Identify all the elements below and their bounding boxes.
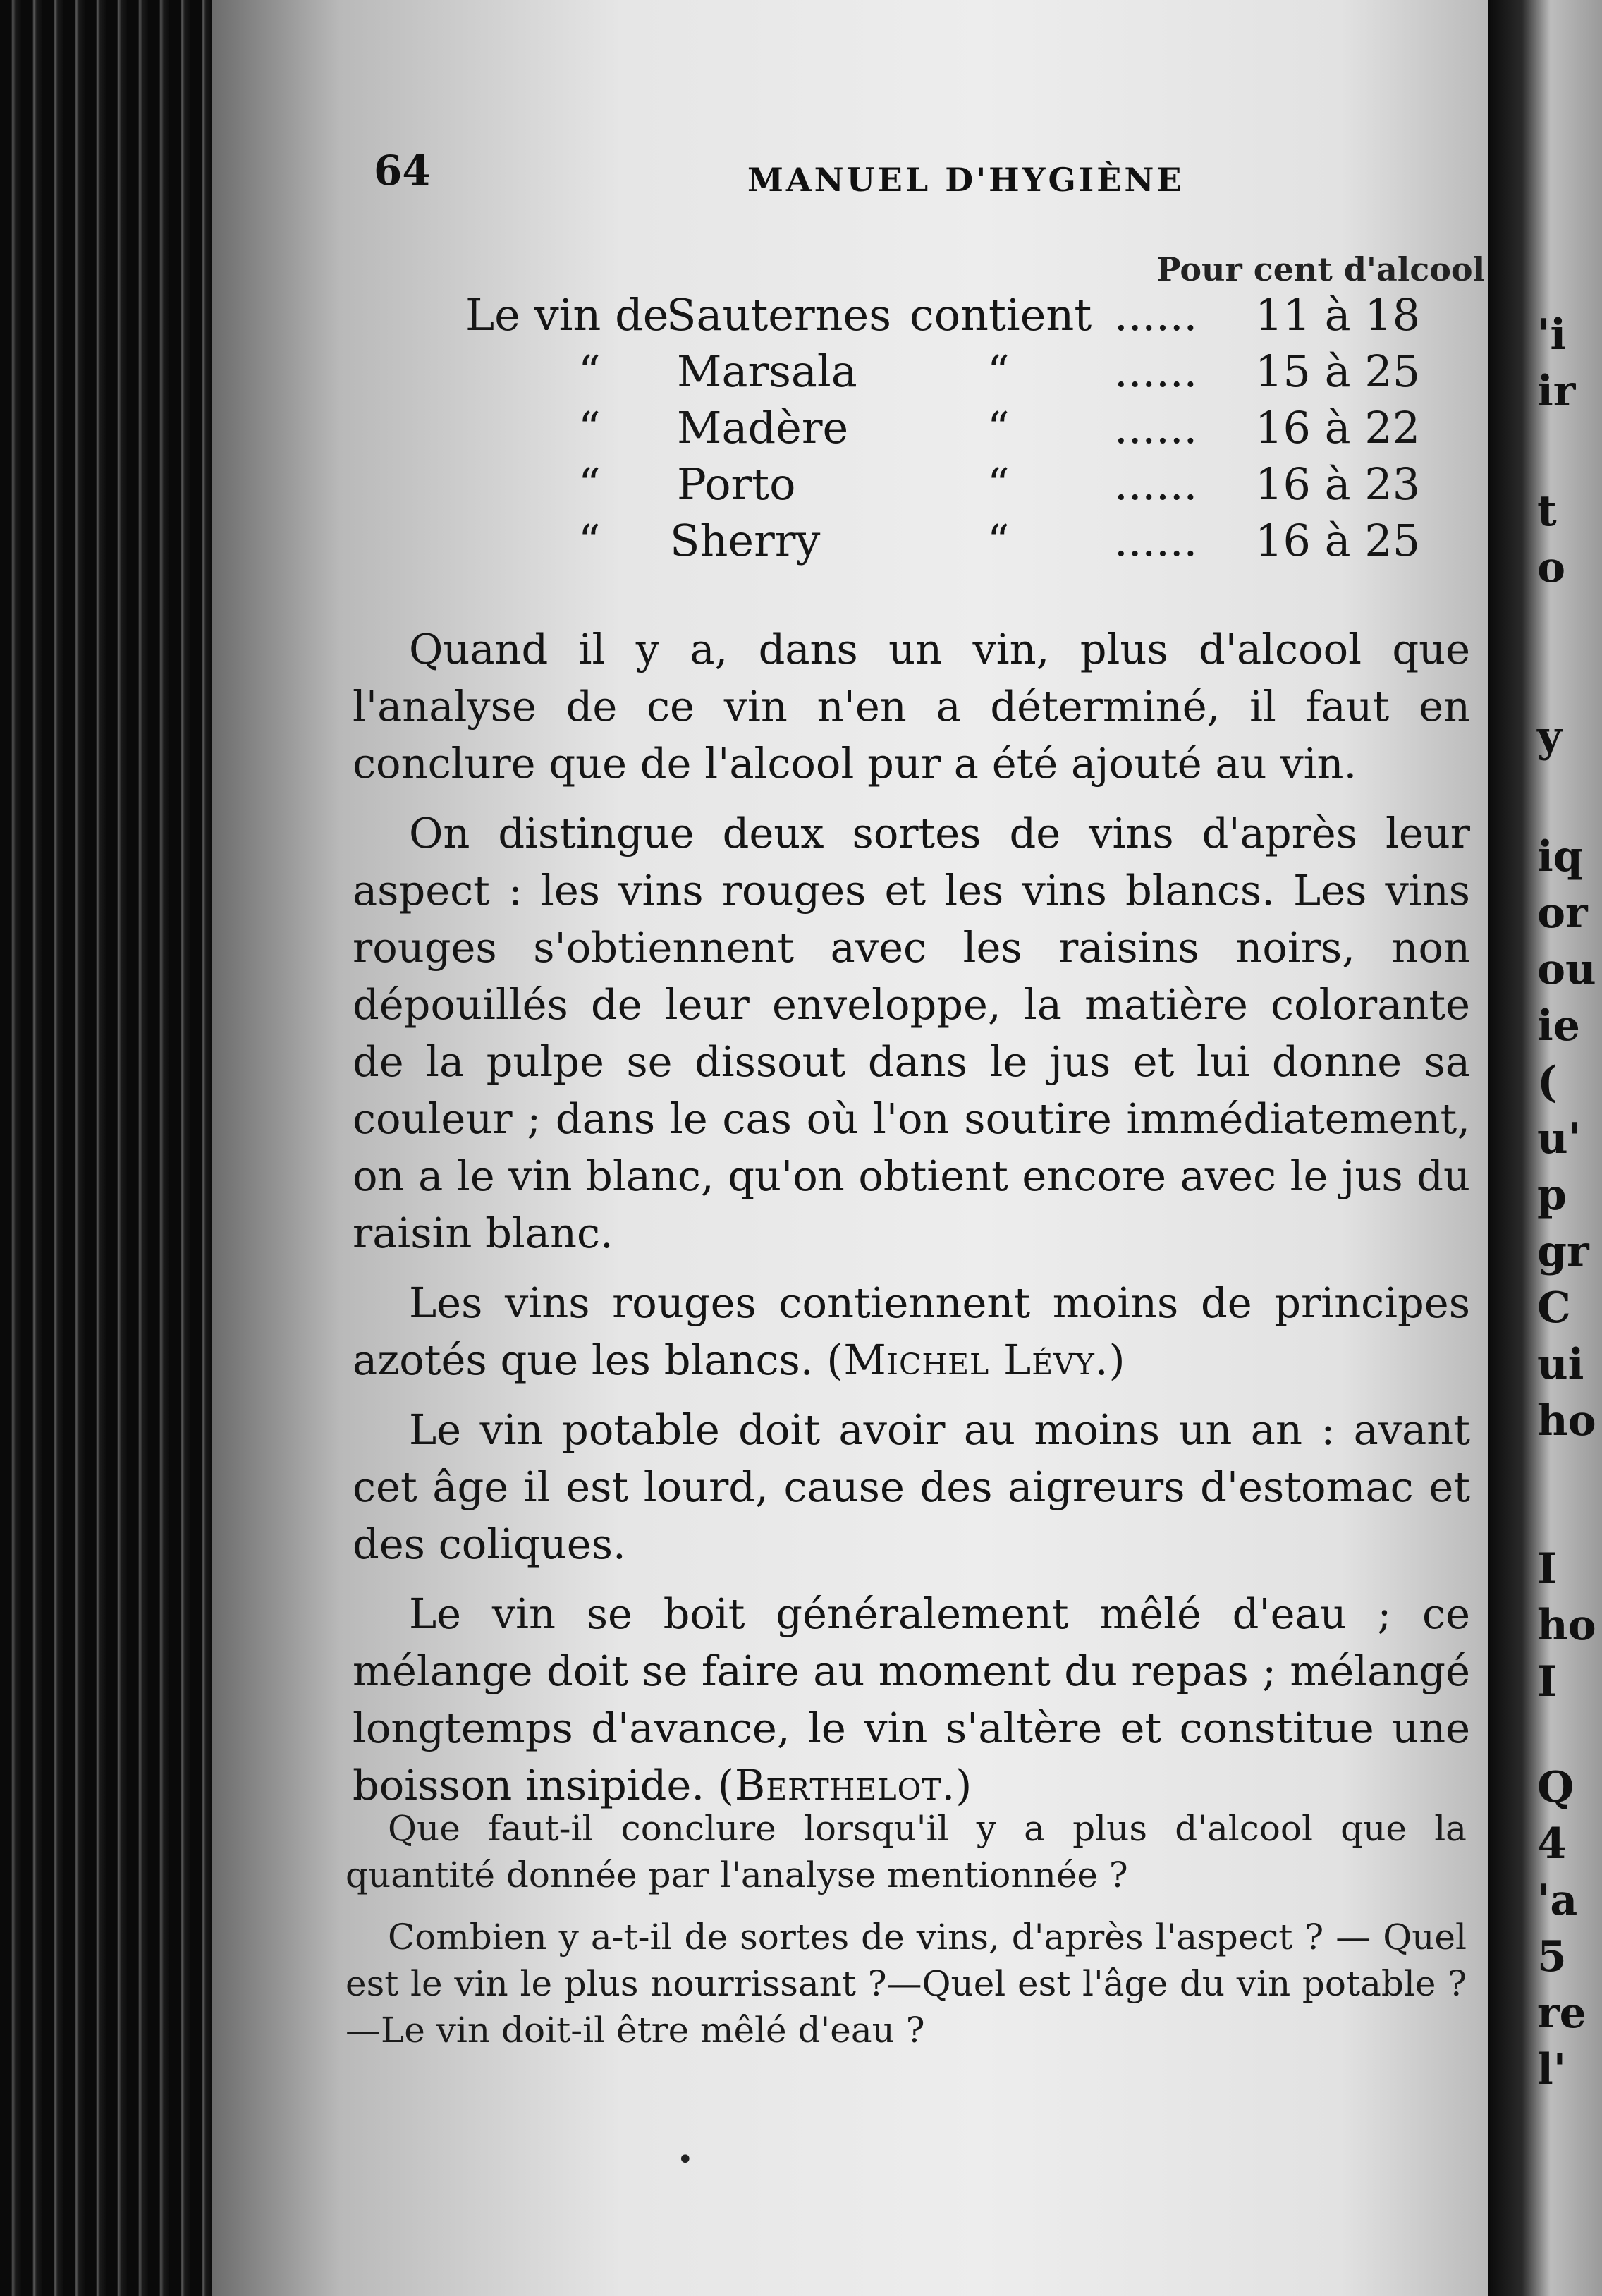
ditto-mark: “ <box>578 346 601 397</box>
adjacent-page-fragment: ( <box>1537 1058 1558 1107</box>
paragraph <box>353 1274 1470 1388</box>
alcohol-range: 16 à 23 <box>1255 458 1421 510</box>
row-prefix: Le vin de <box>465 289 669 341</box>
ditto-mark: “ <box>578 402 601 453</box>
review-questions <box>346 1805 1467 2069</box>
citation: (Berthelot.) <box>717 1761 973 1809</box>
paragraph: Quand il y a, dans un vin, plus d'alcool que l'analyse de ce vin n'en a déterminé, il faut en conclure que de l'alcool pur a été ajouté au vin. <box>353 625 1470 788</box>
alcohol-range: 11 à 18 <box>1255 289 1421 341</box>
adjacent-page-fragment: re <box>1537 1989 1586 2038</box>
table-row <box>465 289 1481 346</box>
ditto-mark: “ <box>578 458 601 510</box>
adjacent-page-fragment: u' <box>1537 1114 1581 1164</box>
adjacent-page-fragment: y <box>1537 712 1562 762</box>
row-verb: contient <box>910 289 1092 341</box>
question: Que faut-il conclure lorsqu'il y a plus d'alcool que la quantité donnée par l'analyse mentionnée ? <box>346 1808 1467 1895</box>
adjacent-page-fragment: 4 <box>1537 1819 1567 1869</box>
page-number: 64 <box>374 147 431 195</box>
adjacent-page-fragment: ho <box>1537 1601 1596 1650</box>
adjacent-page-fragment: gr <box>1537 1227 1589 1276</box>
wine-name: Porto <box>677 458 796 510</box>
adjacent-page-fragment: ou <box>1537 945 1596 994</box>
alcohol-range: 16 à 22 <box>1255 402 1421 453</box>
adjacent-page-fragment: C <box>1537 1283 1571 1333</box>
table-column-header: Pour cent d'alcool <box>1156 250 1486 288</box>
alcohol-range: 16 à 25 <box>1255 515 1421 566</box>
adjacent-page-fragment: Q <box>1537 1763 1575 1812</box>
running-head: MANUEL D'HYGIÈNE <box>747 161 1185 199</box>
table-row <box>465 458 1481 515</box>
paragraph <box>353 1585 1470 1814</box>
adjacent-page-fragment: ie <box>1537 1001 1580 1051</box>
wine-name: Madère <box>677 402 849 453</box>
wine-name: Sauternes <box>666 289 892 341</box>
wine-alcohol-table <box>465 289 1481 571</box>
adjacent-page-fragment: or <box>1537 889 1588 938</box>
adjacent-page-fragment: ir <box>1537 367 1576 416</box>
table-row <box>465 402 1481 458</box>
paragraph: Le vin potable doit avoir au moins un an : avant cet âge il est lourd, cause des aigreurs d'estomac et des coliques. <box>353 1405 1470 1568</box>
adjacent-page-fragment: 'i <box>1537 310 1567 360</box>
adjacent-page-fragment: 'a <box>1537 1876 1578 1925</box>
paragraph-text: Les vins rouges contiennent moins de principes azotés que les blancs. <box>353 1278 1470 1384</box>
adjacent-page-edge <box>1488 0 1602 2296</box>
adjacent-page-fragment: I <box>1537 1657 1558 1706</box>
adjacent-page-fragment: ui <box>1537 1340 1584 1389</box>
table-row <box>465 346 1481 402</box>
question: Combien y a-t-il de sortes de vins, d'après l'aspect ? — Quel est le vin le plus nourrissant ?—Quel est l'âge du vin potable ? —Le vin doit-il être mêlé d'eau ? <box>346 1917 1467 2051</box>
dot-leader: ...... <box>1114 402 1198 453</box>
dot-leader: ...... <box>1114 346 1198 397</box>
page-header <box>374 147 1235 203</box>
adjacent-page-fragment: l' <box>1537 2045 1567 2094</box>
adjacent-page-fragment: t <box>1537 487 1557 536</box>
body-text <box>353 621 1470 1826</box>
table-row <box>465 515 1481 571</box>
adjacent-page-fragment: ho <box>1537 1396 1596 1446</box>
wine-name: Marsala <box>677 346 857 397</box>
ditto-mark: “ <box>987 458 1010 510</box>
wine-name: Sherry <box>670 515 821 566</box>
adjacent-page-fragment: 5 <box>1537 1932 1567 1981</box>
book-binding-edge <box>0 0 233 2296</box>
paragraph-text: Le vin se boit généralement mêlé d'eau ; ce mélange doit se faire au moment du repas ; mélangé longtemps d'avance, le vin s'altère et constitue une boisson insipide. <box>353 1589 1470 1809</box>
ditto-mark: “ <box>987 402 1010 453</box>
ditto-mark: “ <box>578 515 601 566</box>
citation: (Michel Lévy.) <box>826 1336 1126 1384</box>
alcohol-range: 15 à 25 <box>1255 346 1421 397</box>
dot-leader: ...... <box>1114 289 1198 341</box>
adjacent-page-fragment: o <box>1537 543 1566 592</box>
end-mark: • <box>677 2144 694 2176</box>
dot-leader: ...... <box>1114 458 1198 510</box>
ditto-mark: “ <box>987 346 1010 397</box>
ditto-mark: “ <box>987 515 1010 566</box>
adjacent-page-fragment: I <box>1537 1544 1558 1594</box>
paragraph: On distingue deux sortes de vins d'après leur aspect : les vins rouges et les vins blancs. Les vins rouges s'obtiennent avec les raisins noirs, non dépouillés de leur enveloppe, la matière colorante de la pulpe se dissout dans le jus et lui donne sa couleur ; dans le cas où l'on soutire immédiatement, on a le vin blanc, qu'on obtient encore avec le jus du raisin blanc. <box>353 809 1470 1257</box>
dot-leader: ...... <box>1114 515 1198 566</box>
adjacent-page-fragment: p <box>1537 1171 1567 1220</box>
adjacent-page-fragment: iq <box>1537 832 1583 881</box>
